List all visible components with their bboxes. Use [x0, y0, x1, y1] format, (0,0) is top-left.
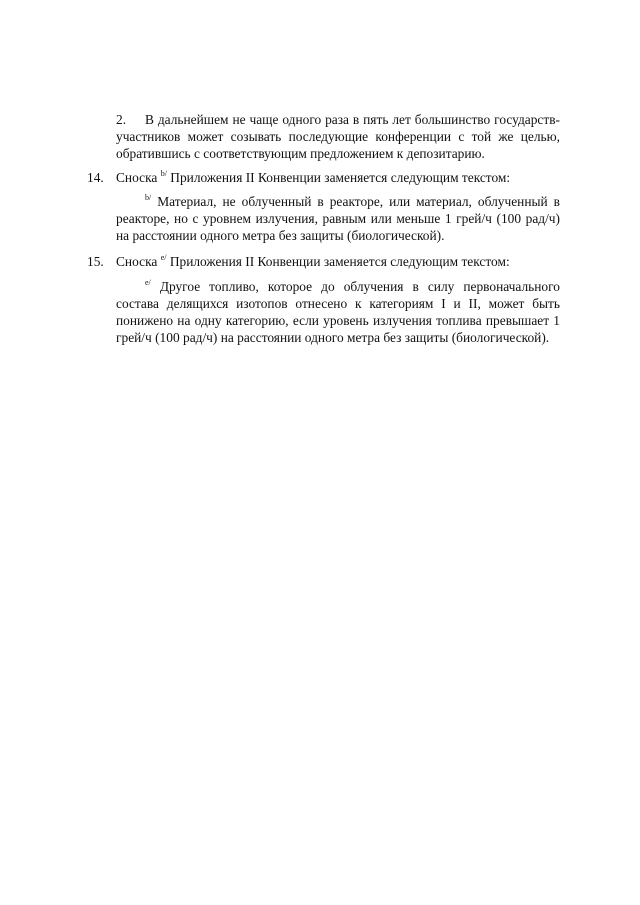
item-text-before: Сноска	[116, 170, 158, 185]
paragraph-number: 2.	[116, 112, 127, 127]
item-text-after: Приложения II Конвенции заменяется следующим текстом:	[170, 170, 511, 185]
quote-footnote-mark: b/	[145, 192, 152, 202]
replacement-text-14	[116, 193, 560, 244]
footnote-mark: e/	[160, 252, 167, 262]
quote-text: Другое топливо, которое до облучения в силу первоначального состава делящихся изотопов отнесено к категориям I и II, может быть понижено на одну категорию, если уровень излучения топлива превышает 1 грей/ч (100 рад/ч) на расстоянии одного метра без защиты (биологической).	[116, 279, 560, 345]
item-heading	[116, 169, 510, 186]
item-number: 14.	[87, 170, 104, 185]
footnote-mark: b/	[160, 168, 167, 178]
item-text-after: Приложения II Конвенции заменяется следующим текстом:	[169, 254, 510, 269]
replacement-text-15	[116, 278, 560, 346]
item-number: 15.	[87, 254, 104, 269]
quote-footnote-mark: e/	[145, 277, 151, 287]
item-text-before: Сноска	[116, 254, 158, 269]
item-heading	[116, 253, 510, 270]
paragraph-2	[116, 111, 560, 162]
paragraph-text: В дальнейшем не чаще одного раза в пять лет большинство государств-участников может созывать последующие конференции с той же целью, обратившись с соответствующим предложением к депозитарию.	[116, 112, 560, 161]
quote-text: Материал, не облученный в реакторе, или материал, облученный в реакторе, но с уровнем излучения, равным или меньше 1 грей/ч (100 рад/ч) на расстоянии одного метра без защиты (биологической).	[116, 194, 560, 243]
